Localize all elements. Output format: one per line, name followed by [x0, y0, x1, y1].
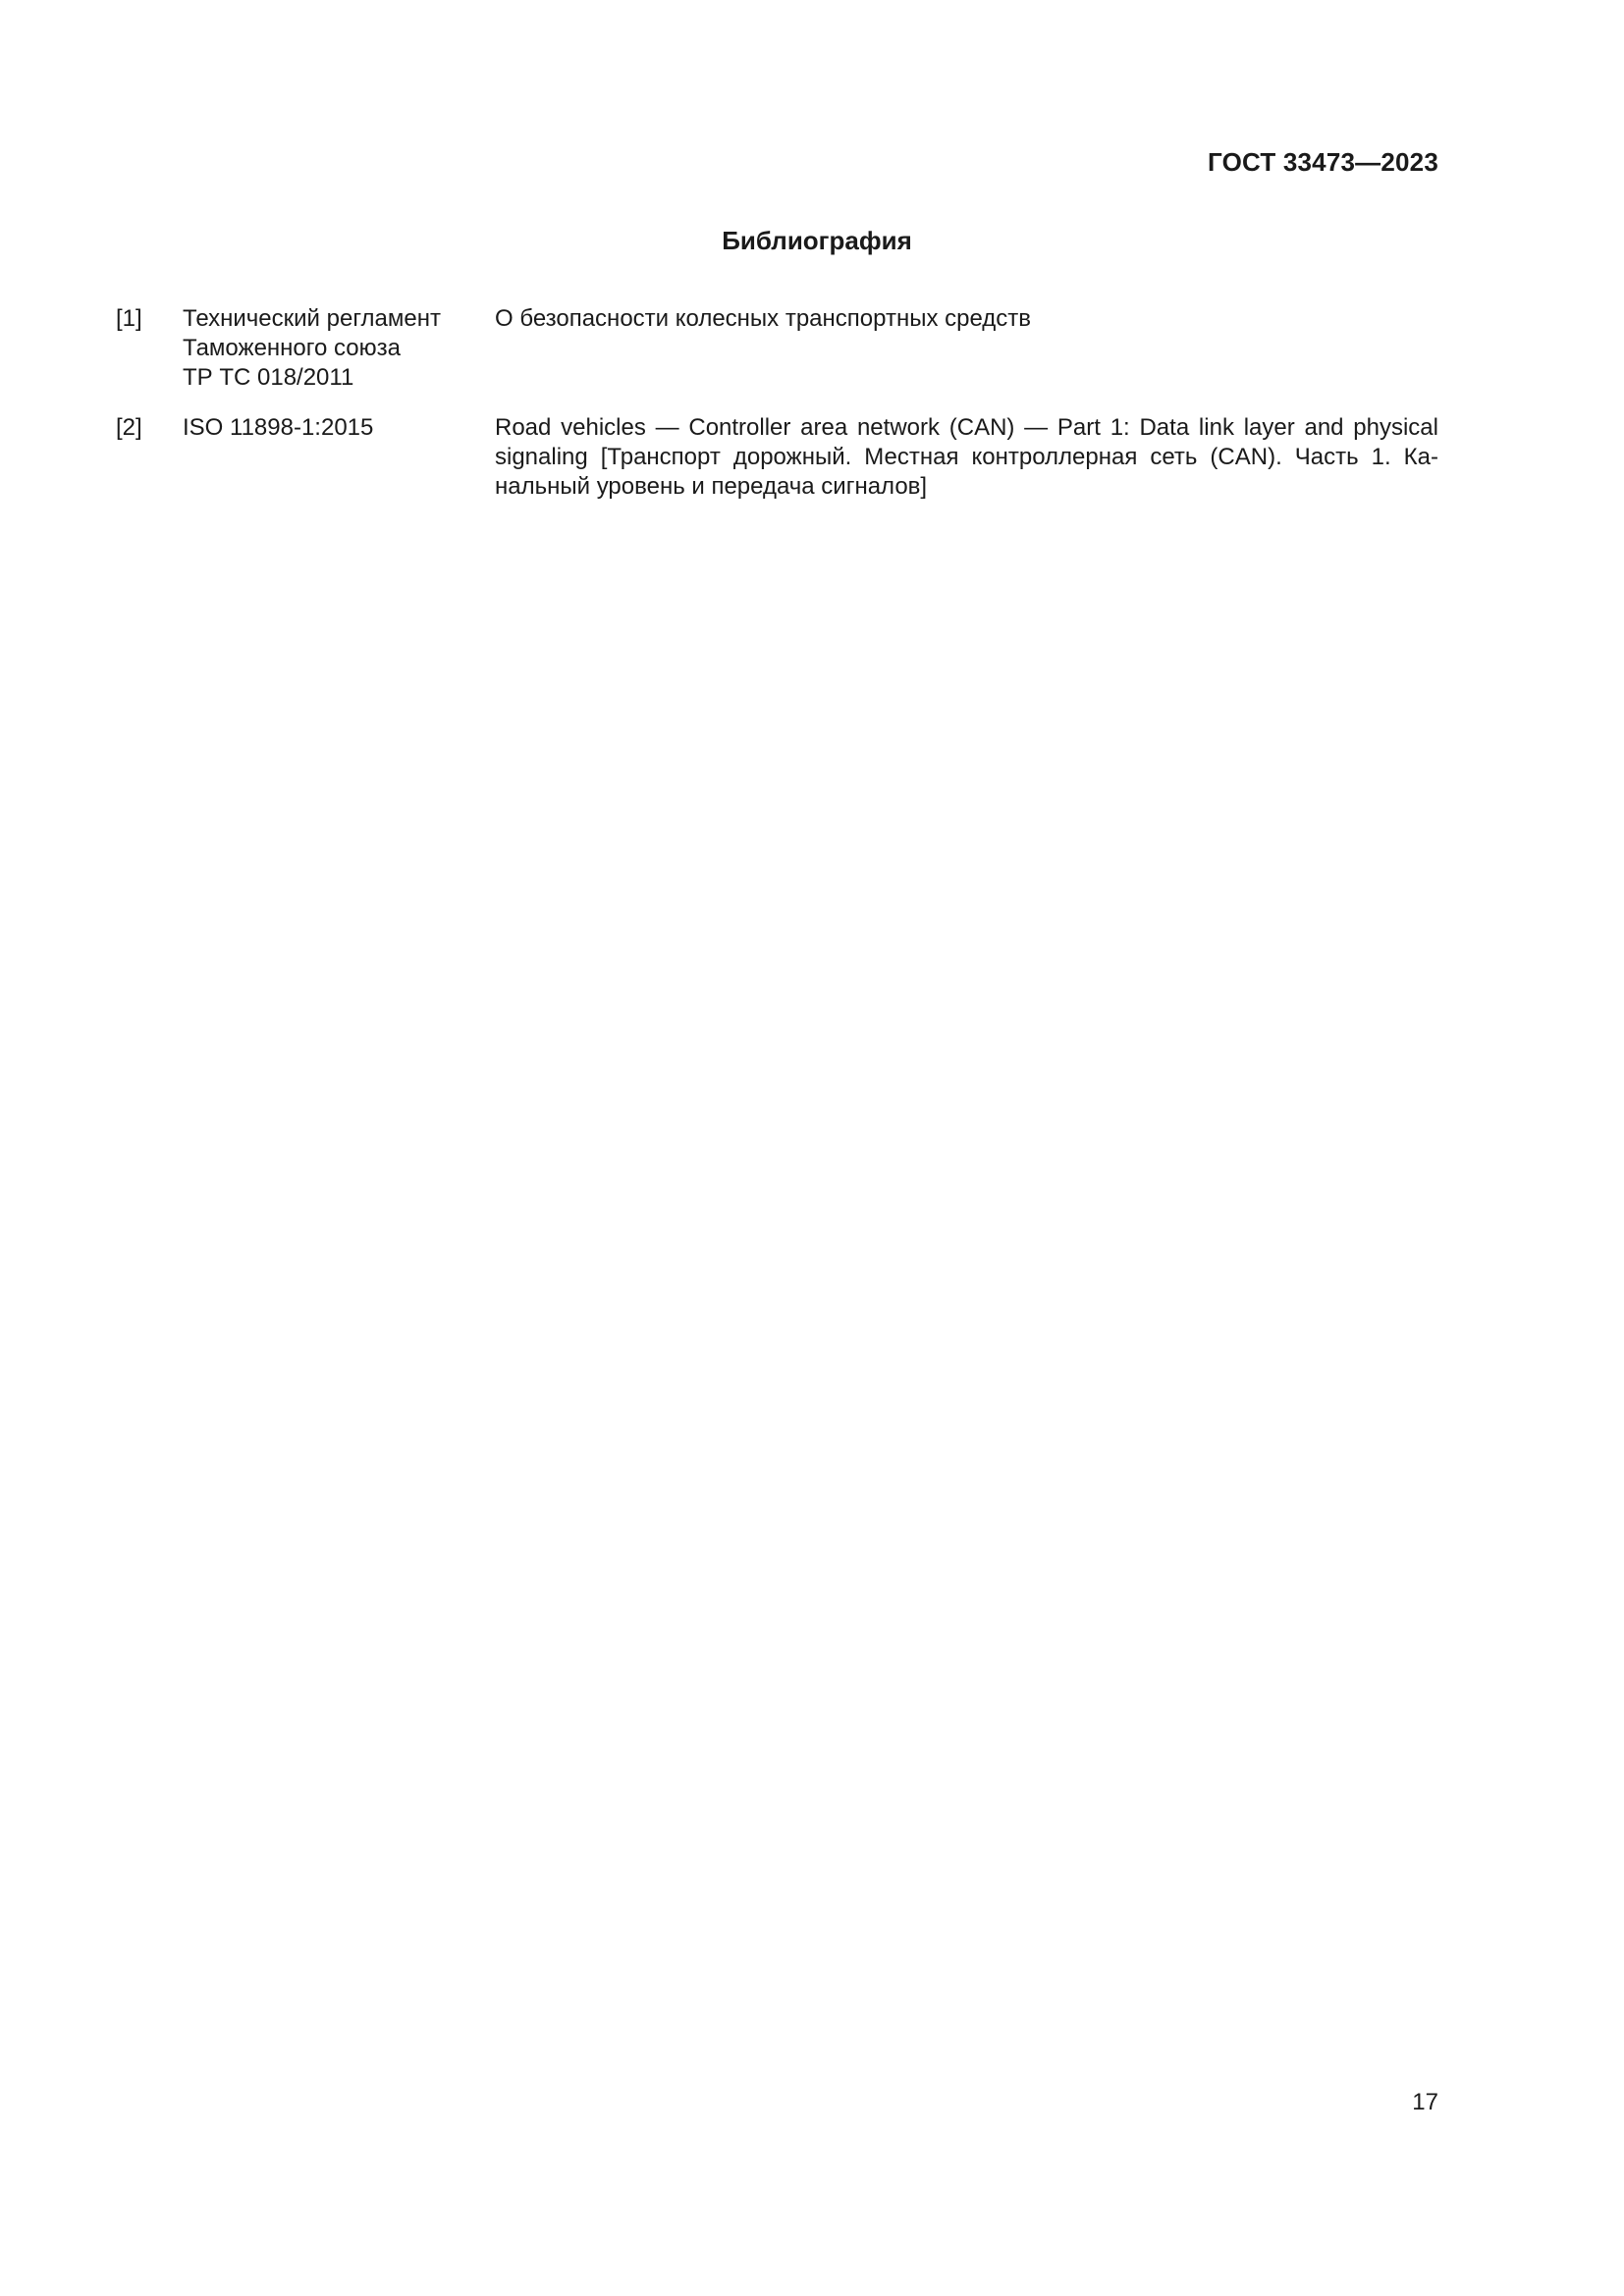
section-title: Библиография — [722, 226, 912, 255]
bibliography-entry — [116, 413, 1438, 502]
entry-source-line: Технический регламент — [183, 305, 441, 332]
document-code: ГОСТ 33473—2023 — [1208, 147, 1438, 177]
entry-source — [183, 413, 495, 502]
entry-source-line: Таможенного союза — [183, 335, 401, 361]
bibliography-list — [116, 304, 1438, 522]
entry-source — [183, 304, 495, 393]
entry-source-line: ISO 11898-1:2015 — [183, 414, 374, 441]
entry-title: О безопасности колесных транспортных средств — [495, 305, 1032, 332]
bibliography-entry — [116, 304, 1438, 393]
entry-title: Road vehicles — Controller area network (CAN) — Part 1: Data link layer and physical signaling [Транспорт дорожный. Местная контроллерная сеть (CAN). Часть 1. Ка-нальный уровень и передача сигналов] — [495, 414, 1438, 500]
page-number: 17 — [1412, 2089, 1438, 2115]
entry-source-line: ТР ТС 018/2011 — [183, 364, 354, 391]
entry-number: [2] — [116, 414, 142, 441]
entry-number: [1] — [116, 305, 142, 332]
